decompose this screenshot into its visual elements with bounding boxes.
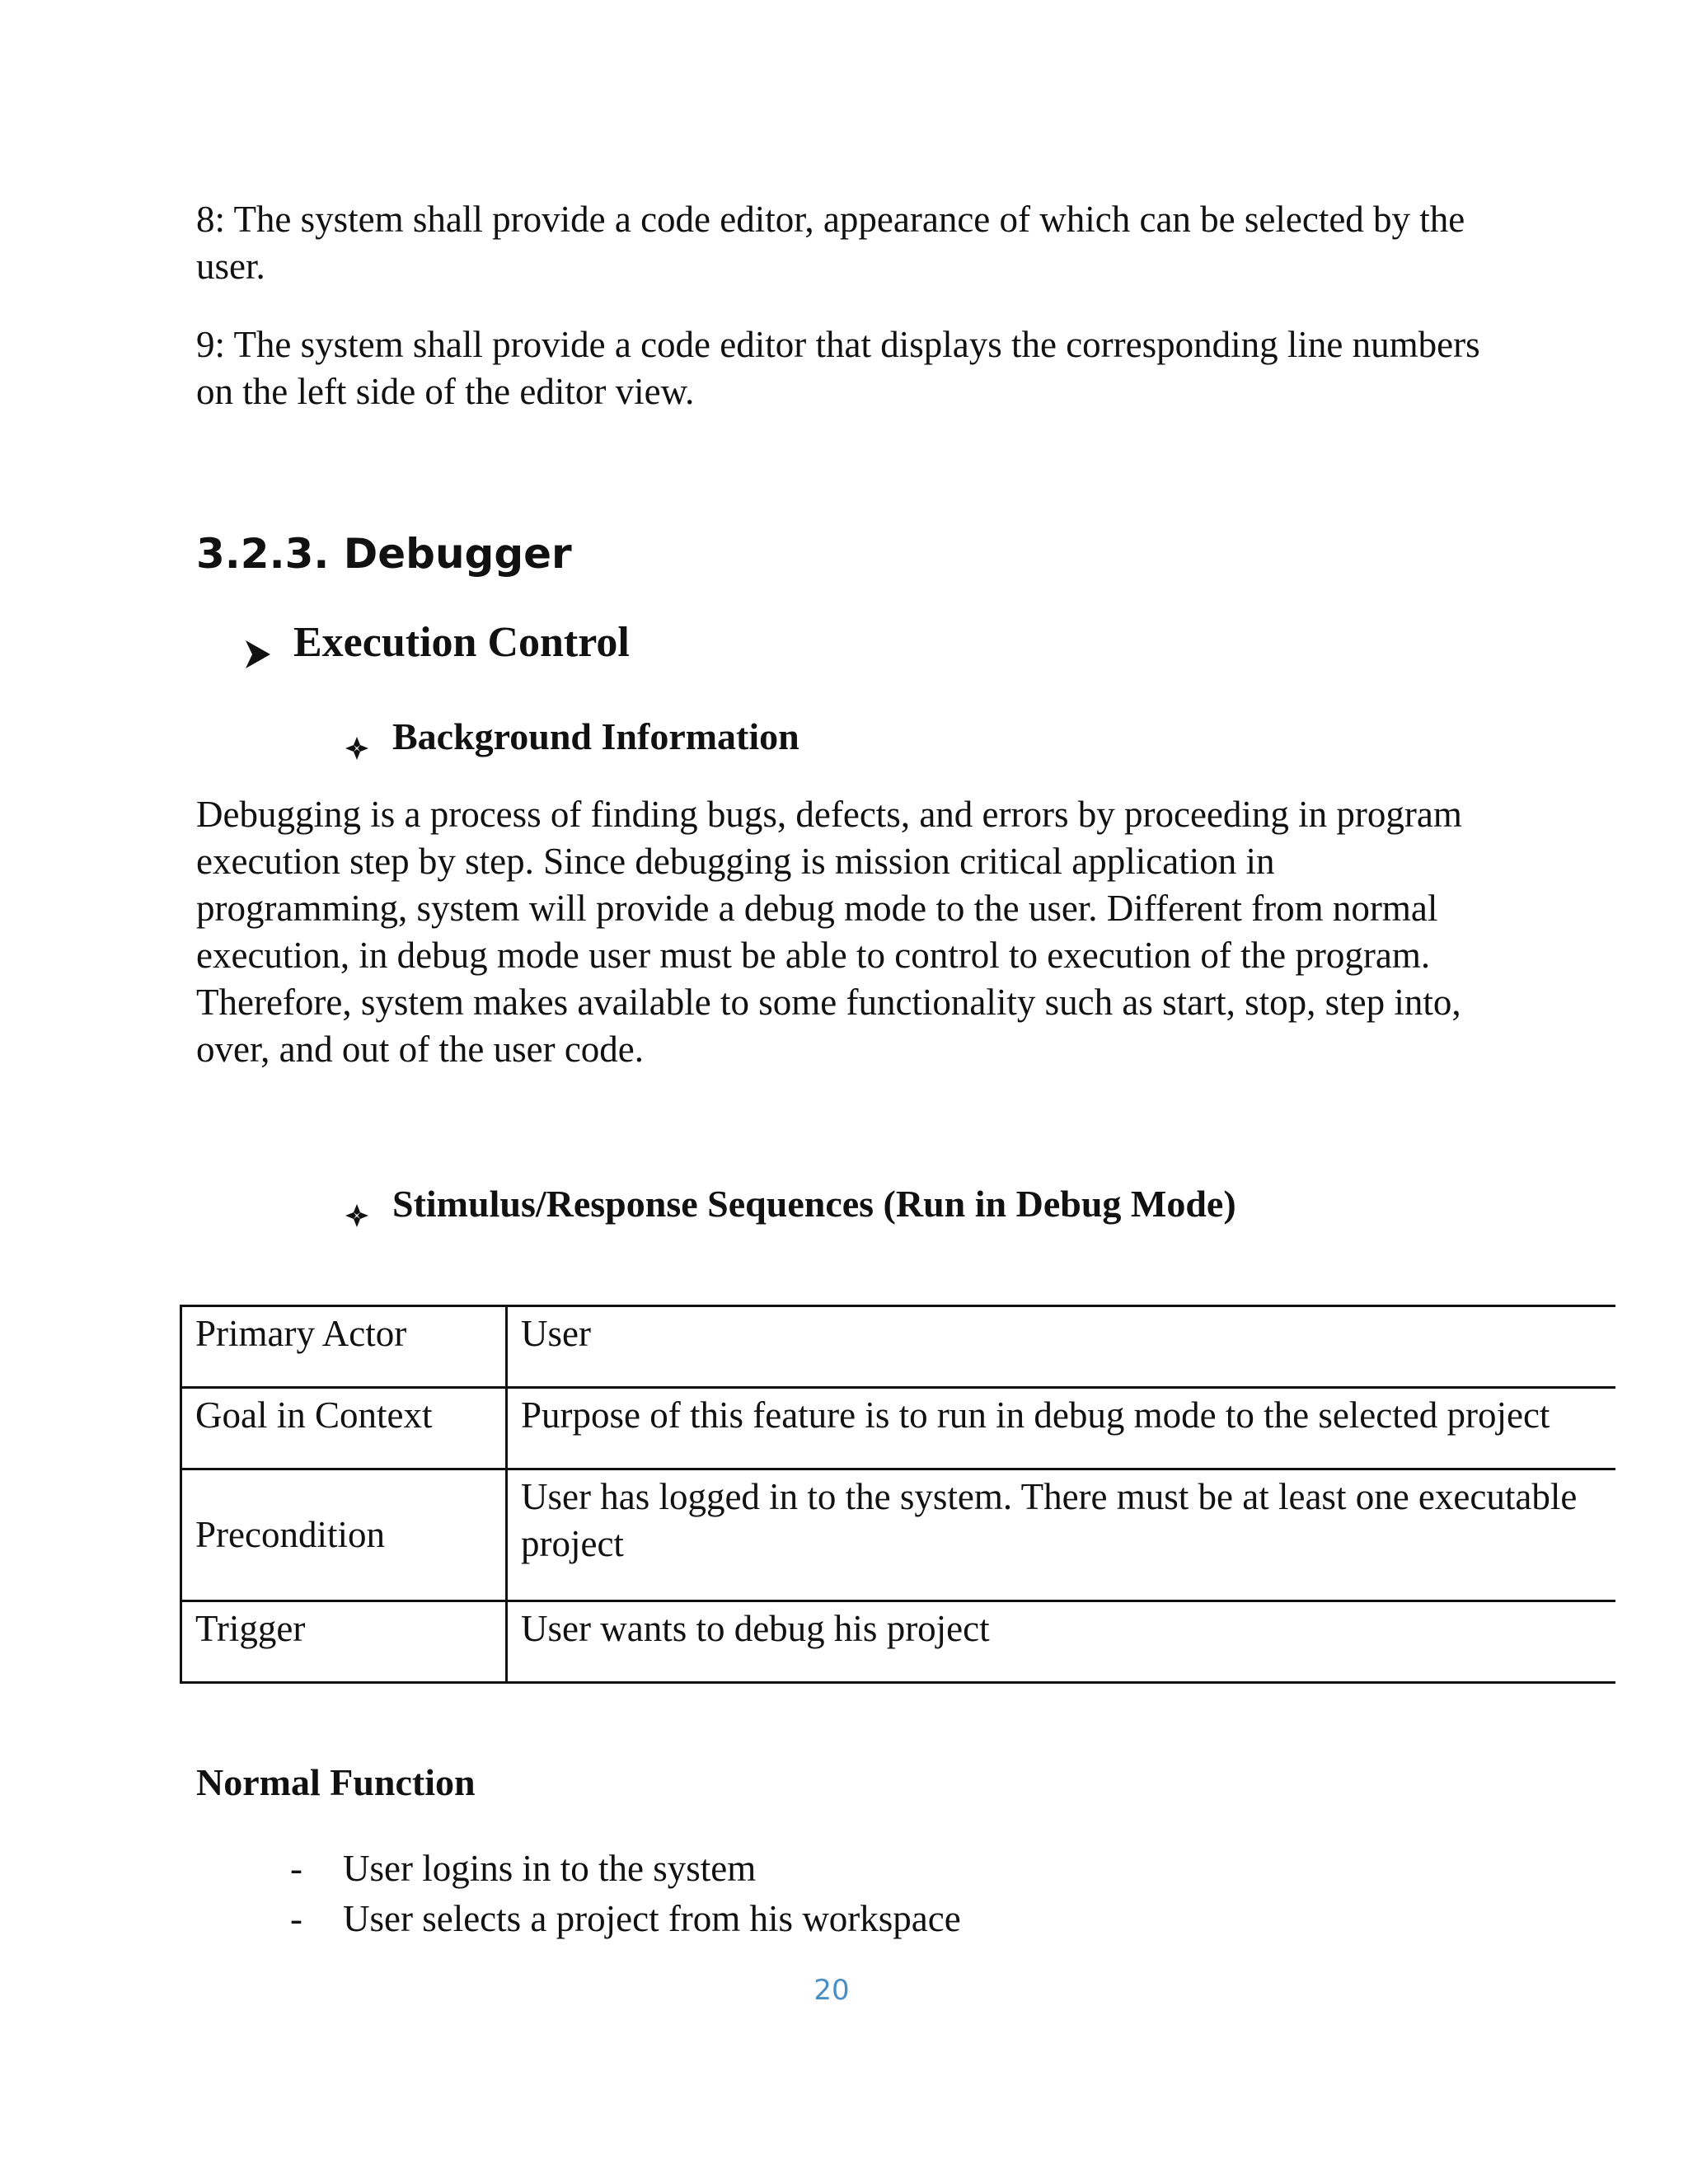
table-cell-value: User wants to debug his project xyxy=(507,1601,1616,1683)
dash-bullet: - xyxy=(290,1848,302,1889)
table-cell-label: Goal in Context xyxy=(181,1388,507,1469)
list-item xyxy=(290,1844,961,1894)
table-row xyxy=(181,1469,1616,1601)
arrow-bullet-icon xyxy=(246,629,270,657)
use-case-table xyxy=(180,1305,1615,1684)
list-item-text: User selects a project from his workspace xyxy=(343,1898,961,1939)
dash-bullet: - xyxy=(290,1898,302,1939)
table-cell-value: User has logged in to the system. There must be at least one executable project xyxy=(507,1469,1616,1601)
page-number: 20 xyxy=(814,1974,850,2007)
execution-control-label: Execution Control xyxy=(293,619,630,666)
normal-function-heading: Normal Function xyxy=(196,1761,476,1803)
table-row xyxy=(181,1601,1616,1683)
diamond-bullet-icon xyxy=(345,1192,369,1216)
stimulus-response-label: Stimulus/Response Sequences (Run in Debug Mode) xyxy=(392,1183,1236,1225)
list-item xyxy=(290,1894,961,1944)
background-information-label: Background Information xyxy=(392,715,799,757)
table-cell-label: Trigger xyxy=(181,1601,507,1683)
table-cell-label: Precondition xyxy=(181,1469,507,1601)
table-row xyxy=(181,1388,1616,1469)
requirement-9: 9: The system shall provide a code editor that displays the corresponding line numbers on the left side of the editor view. xyxy=(196,324,1480,412)
background-paragraph: Debugging is a process of finding bugs, defects, and errors by proceeding in program execution step by step. Since debugging is mission critical application in programming, system will provide a debug mode to the user. Different from normal execution, in debug mode user must be able to control to execution of the program. Therefore, system makes available to some functionality such as start, stop, step into, over, and out of the user code. xyxy=(196,794,1462,1070)
diamond-bullet-icon xyxy=(345,724,369,749)
requirement-8: 8: The system shall provide a code editor, appearance of which can be selected by the user. xyxy=(196,199,1465,287)
normal-function-list xyxy=(290,1844,961,1944)
section-heading: 3.2.3. Debugger xyxy=(196,530,572,578)
background-information-heading xyxy=(345,713,799,761)
table-cell-value: Purpose of this feature is to run in debug mode to the selected project xyxy=(507,1388,1616,1469)
execution-control-heading xyxy=(246,616,630,669)
table-cell-value: User xyxy=(507,1306,1616,1388)
table-row xyxy=(181,1306,1616,1388)
table-cell-label: Primary Actor xyxy=(181,1306,507,1388)
list-item-text: User logins in to the system xyxy=(343,1848,757,1889)
stimulus-response-heading xyxy=(345,1180,1236,1228)
